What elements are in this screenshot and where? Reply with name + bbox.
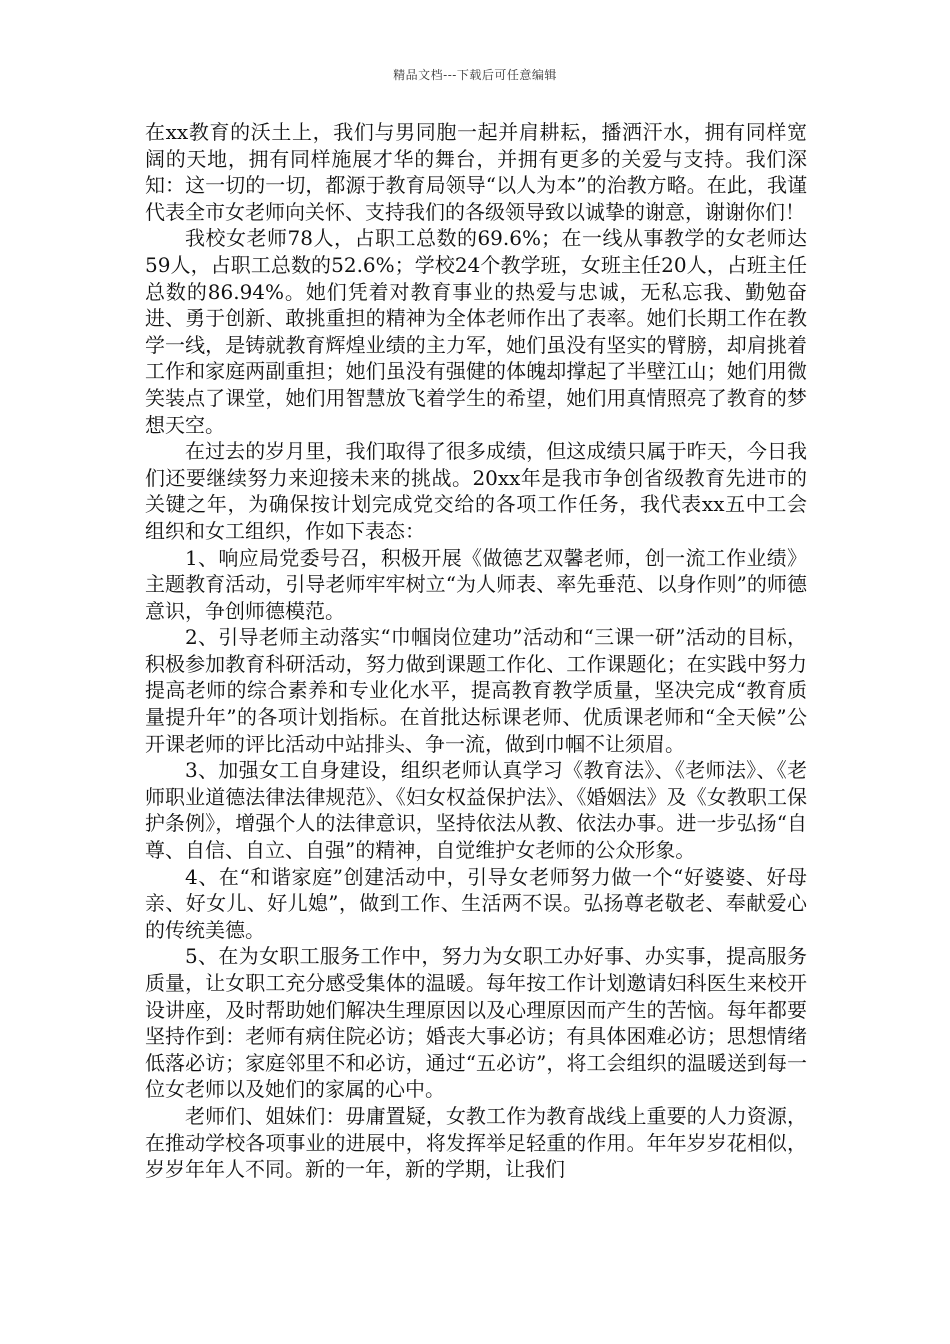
- paragraph-3: 在过去的岁月里，我们取得了很多成绩，但这成绩只属于昨天，今日我们还要继续努力来迎接未来的挑战。20xx年是我市争创省级教育先进市的关键之年，为确保按计划完成党交给的各项工作任务，我代表xx五中工会组织和女工组织，作如下表态：: [145, 439, 807, 543]
- paragraph-2: 我校女老师78人，占职工总数的69.6%；在一线从事教学的女老师达59人，占职工总数的52.6%；学校24个教学班，女班主任20人，占班主任总数的86.94%。她们凭着对教育事业的热爱与忠诚，无私忘我、勤勉奋进、勇于创新、敢挑重担的精神为全体老师作出了表率。她们长期工作在教学一线，是铸就教育辉煌业绩的主力军，她们虽没有坚实的臂膀，却肩挑着工作和家庭两副重担；她们虽没有强健的体魄却撑起了半壁江山；她们用微笑装点了课堂，她们用智慧放飞着学生的希望，她们用真情照亮了教育的梦想天空。: [145, 226, 807, 437]
- page-header: 精品文档---下载后可任意编辑: [393, 68, 557, 82]
- paragraph-7: 4、在“和谐家庭”创建活动中，引导女老师努力做一个“好婆婆、好母亲、好女儿、好儿媳”，做到工作、生活两不误。弘扬尊老敬老、奉献爱心的传统美德。: [145, 864, 807, 942]
- paragraph-5: 2、引导老师主动落实“巾帼岗位建功”活动和“三课一研”活动的目标，积极参加教育科研活动，努力做到课题工作化、工作课题化；在实践中努力提高老师的综合素养和专业化水平，提高教育教学质量，坚决完成“教育质量提升年”的各项计划指标。在首批达标课老师、优质课老师和“全天候”公开课老师的评比活动中站排头、争一流，做到巾帼不让须眉。: [145, 625, 807, 756]
- document-body: [145, 119, 807, 1183]
- paragraph-4: 1、响应局党委号召，积极开展《做德艺双馨老师，创一流工作业绩》主题教育活动，引导老师牢牢树立“为人师表、率先垂范、以身作则”的师德意识，争创师德模范。: [145, 545, 807, 623]
- paragraph-1: 在xx教育的沃土上，我们与男同胞一起并肩耕耘，播洒汗水，拥有同样宽阔的天地，拥有同样施展才华的舞台，并拥有更多的关爱与支持。我们深知：这一切的一切，都源于教育局领导“以人为本”的治教方略。在此，我谨代表全市女老师向关怀、支持我们的各级领导致以诚挚的谢意，谢谢你们！: [145, 120, 807, 224]
- paragraph-9: 老师们、姐妹们：毋庸置疑，女教工作为教育战线上重要的人力资源，在推动学校各项事业的进展中，将发挥举足轻重的作用。年年岁岁花相似，岁岁年年人不同。新的一年，新的学期，让我们: [145, 1103, 807, 1182]
- paragraph-8: 5、在为女职工服务工作中，努力为女职工办好事、办实事，提高服务质量，让女职工充分感受集体的温暖。每年按工作计划邀请妇科医生来校开设讲座，及时帮助她们解决生理原因以及心理原因而产生的苦恼。每年都要坚持作到：老师有病住院必访；婚丧大事必访；有具体困难必访；思想情绪低落必访；家庭邻里不和必访，通过“五必访”，将工会组织的温暖送到每一位女老师以及她们的家属的心中。: [145, 944, 807, 1102]
- paragraph-6: 3、加强女工自身建设，组织老师认真学习《教育法》、《老师法》、《老师职业道德法律法律规范》、《妇女权益保护法》、《婚姻法》及《女教职工保护条例》，增强个人的法律意识，坚持依法从教、依法办事。进一步弘扬“自尊、自信、自立、自强”的精神，自觉维护女老师的公众形象。: [145, 758, 807, 863]
